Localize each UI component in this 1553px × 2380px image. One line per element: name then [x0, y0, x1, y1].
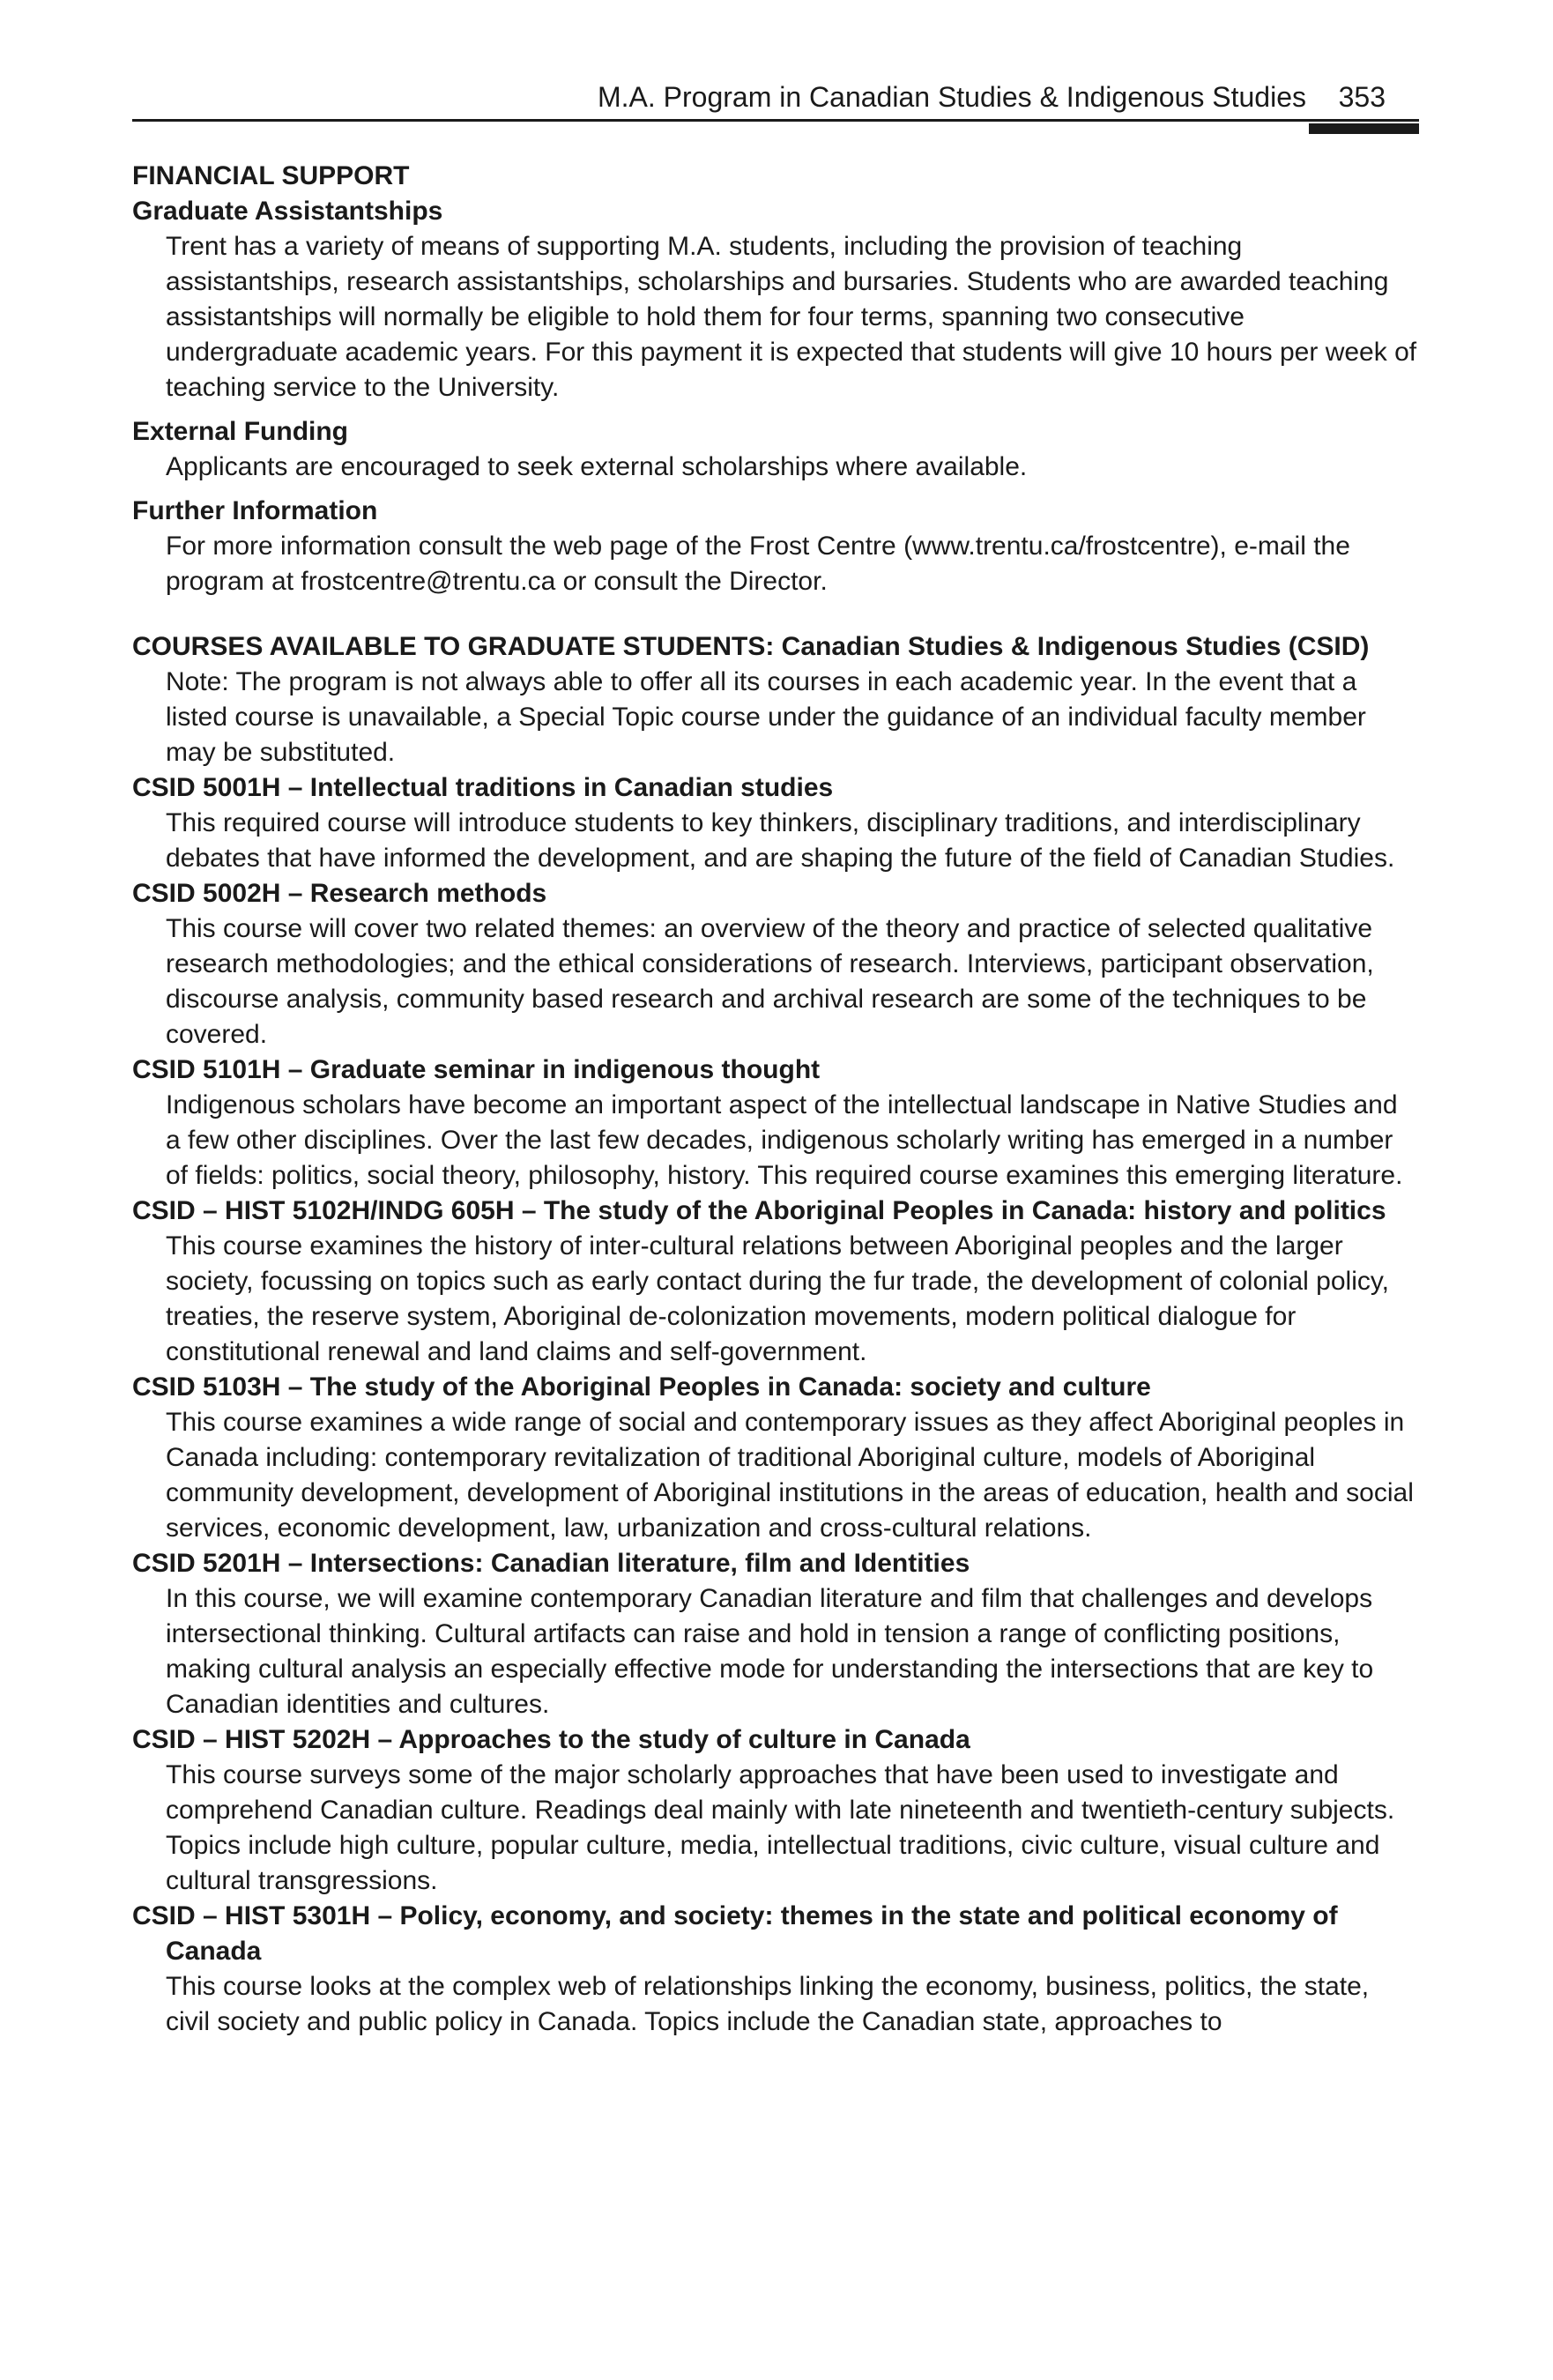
- section-spacer: [132, 608, 1419, 629]
- running-header: [132, 78, 1419, 123]
- header-rule: [132, 119, 1419, 122]
- course-item: [132, 1194, 1419, 1370]
- course-description: This course examines a wide range of social and contemporary issues as they affect Aboriginal peoples in Canada including: contemporary revitalization of traditional Aboriginal culture, models of Aboriginal community development, development of Aboriginal institutions in the areas of education, health and social services, economic development, law, urbanization and cross-cultural relations.: [166, 1408, 1414, 1543]
- external-funding-heading: External Funding: [132, 417, 349, 446]
- course-item: [132, 1722, 1419, 1899]
- further-information-text: For more information consult the web page of the Frost Centre (www.trentu.ca/frostcentre), e-mail the program at frostcentre@trentu.ca or consult the Director.: [166, 532, 1350, 596]
- course-title: CSID 5103H – The study of the Aboriginal Peoples in Canada: society and culture: [132, 1372, 1151, 1402]
- course-description: Indigenous scholars have become an important aspect of the intellectual landscape in Native Studies and a few other disciplines. Over the last few decades, indigenous scholarly writing has emerged in a number of fields: politics, social theory, philosophy, history. This required course examines this emerging literature.: [166, 1090, 1403, 1190]
- course-item: [132, 1370, 1419, 1546]
- graduate-assistantships-text: Trent has a variety of means of supporting M.A. students, including the provision of teaching assistantships, research assistantships, scholarships and bursaries. Students who are awarded teaching assistantships will normally be eligible to hold them for four terms, spanning two consecutive undergraduate academic years. For this payment it is expected that students will give 10 hours per week of teaching service to the University.: [166, 232, 1417, 402]
- course-title: CSID – HIST 5202H – Approaches to the study of culture in Canada: [132, 1725, 970, 1754]
- financial-support-title: FINANCIAL SUPPORT: [132, 161, 410, 190]
- course-title: CSID 5002H – Research methods: [132, 879, 547, 908]
- course-description: This course will cover two related themes: an overview of the theory and practice of selected qualitative research methodologies; and the ethical considerations of research. Interviews, participant observation, discourse analysis, community based research and archival research are some of the techniques to be covered.: [166, 914, 1374, 1049]
- course-description: This course looks at the complex web of relationships linking the economy, business, politics, the state, civil society and public policy in Canada. Topics include the Canadian state, approaches to: [166, 1972, 1370, 2036]
- header-tab-bar: [1309, 123, 1419, 134]
- course-title: CSID – HIST 5102H/INDG 605H – The study of the Aboriginal Peoples in Canada: history and politics: [132, 1196, 1386, 1225]
- course-description: This required course will introduce students to key thinkers, disciplinary traditions, and interdisciplinary debates that have informed the development, and are shaping the future of the field of Canadian Studies.: [166, 808, 1395, 873]
- course-description: In this course, we will examine contemporary Canadian literature and film that challenges and develops intersectional thinking. Cultural artifacts can raise and hold in tension a range of conflicting positions, making cultural analysis an especially effective mode for understanding the intersections that are key to Canadian identities and cultures.: [166, 1584, 1374, 1719]
- course-item: [132, 770, 1419, 876]
- graduate-assistantships-heading: Graduate Assistantships: [132, 197, 443, 226]
- courses-heading: COURSES AVAILABLE TO GRADUATE STUDENTS: Canadian Studies & Indigenous Studies (CSID): [132, 632, 1370, 661]
- courses-note: Note: The program is not always able to offer all its courses in each academic year. In the event that a listed course is unavailable, a Special Topic course under the guidance of an individual faculty member may be substituted.: [166, 667, 1366, 767]
- external-funding-text: Applicants are encouraged to seek external scholarships where available.: [166, 452, 1028, 481]
- course-title: CSID – HIST 5301H – Policy, economy, and society: themes in the state and political economy of Canada: [132, 1901, 1338, 1966]
- course-item: [132, 1899, 1419, 2040]
- course-item: [132, 1546, 1419, 1722]
- course-title: CSID 5001H – Intellectual traditions in Canadian studies: [132, 773, 834, 802]
- running-header-title: M.A. Program in Canadian Studies & Indigenous Studies: [597, 81, 1306, 113]
- course-title: CSID 5101H – Graduate seminar in indigenous thought: [132, 1055, 821, 1084]
- course-description: This course surveys some of the major scholarly approaches that have been used to investigate and comprehend Canadian culture. Readings deal mainly with late nineteenth and twentieth-century subjects. Topics include high culture, popular culture, media, intellectual traditions, civic culture, visual culture and cultural transgressions.: [166, 1760, 1395, 1895]
- page-number: 353: [1338, 81, 1386, 113]
- course-item: [132, 876, 1419, 1052]
- page-content: [132, 159, 1419, 2040]
- further-information-heading: Further Information: [132, 496, 378, 525]
- course-list: [132, 770, 1419, 2040]
- course-description: This course examines the history of inter-cultural relations between Aboriginal peoples and the larger society, focussing on topics such as early contact during the fur trade, the development of colonial policy, treaties, the reserve system, Aboriginal de-colonization movements, modern political dialogue for constitutional renewal and land claims and self-government.: [166, 1231, 1389, 1366]
- course-item: [132, 1052, 1419, 1194]
- course-title: CSID 5201H – Intersections: Canadian literature, film and Identities: [132, 1549, 970, 1578]
